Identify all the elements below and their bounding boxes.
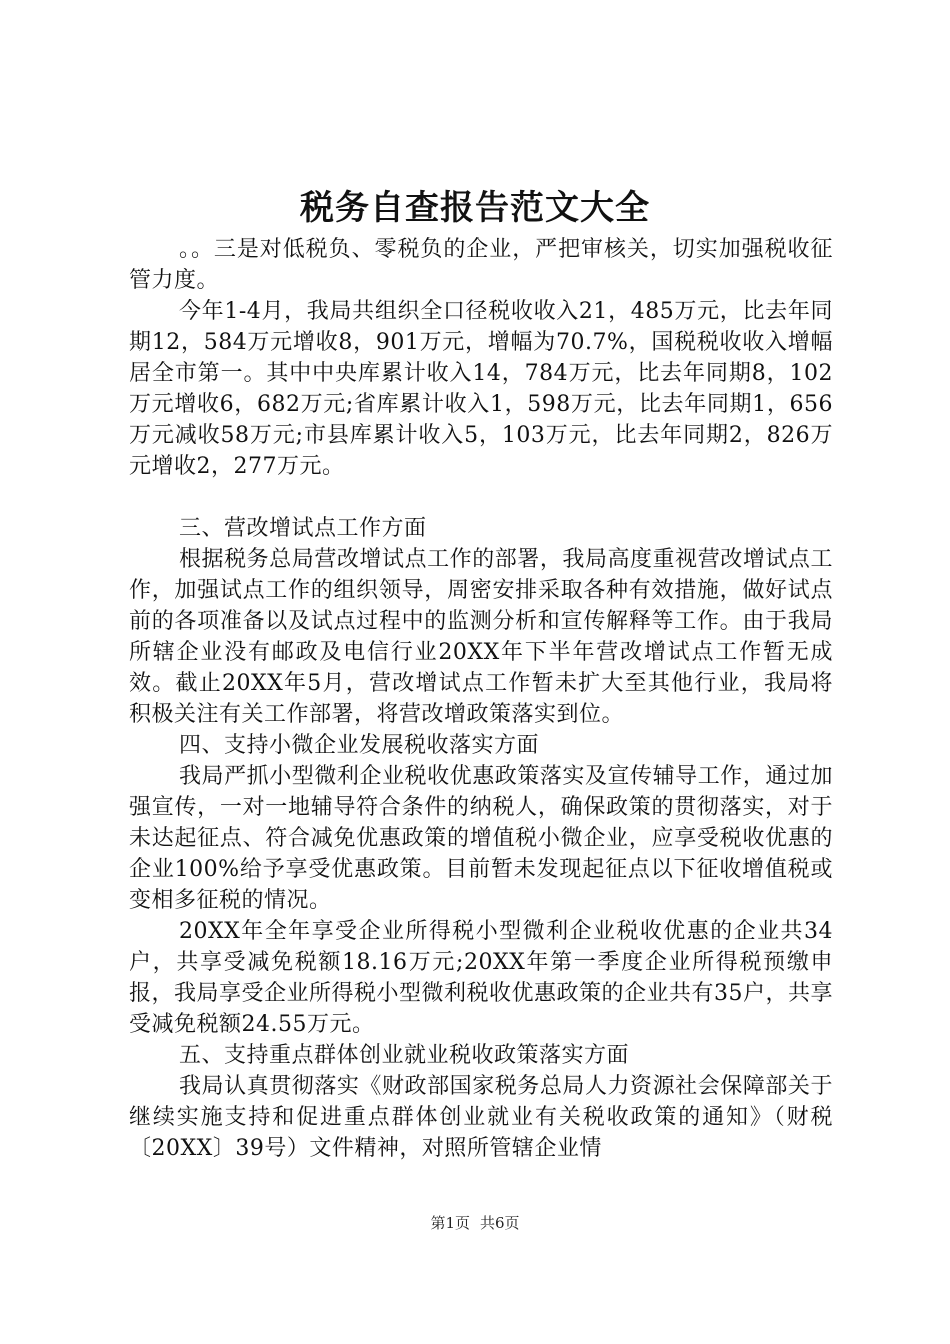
paragraph-small-business-stats: 20XX年全年享受企业所得税小型微利企业税收优惠的企业共34户，共享受减免税额18.16万元;20XX年第一季度企业所得税预缴申报，我局享受企业所得税小型微利税收优惠政策的企业共有35户，共享受减免税额24.55万元。 <box>129 919 833 1037</box>
paragraph-vat-reform: 根据税务总局营改增试点工作的部署，我局高度重视营改增试点工作，加强试点工作的组织领导，周密安排采取各种有效措施，做好试点前的各项准备以及试点过程中的监测分析和宣传解释等工作。由于我局所辖企业没有邮政及电信行业20XX年下半年营改增试点工作暂无成效。截止20XX年5月，营改增试点工作暂未扩大至其他行业，我局将积极关注有关工作部署，将营改增政策落实到位。 <box>129 547 833 727</box>
page-footer <box>0 1213 950 1233</box>
section-heading-small-business: 四、支持小微企业发展税收落实方面 <box>179 733 540 758</box>
page-number: 第1页 <box>430 1214 470 1232</box>
section-heading-employment: 五、支持重点群体创业就业税收政策落实方面 <box>179 1043 630 1068</box>
paragraph-small-business: 我局严抓小型微利企业税收优惠政策落实及宣传辅导工作，通过加强宣传，一对一地辅导符合条件的纳税人，确保政策的贯彻落实，对于未达起征点、符合减免优惠政策的增值税小微企业，应享受税收优惠的企业100%给予享受优惠政策。目前暂未发现起征点以下征收增值税或变相多征税的情况。 <box>129 764 833 913</box>
paragraph-employment: 我局认真贯彻落实《财政部国家税务总局人力资源社会保障部关于继续实施支持和促进重点群体创业就业有关税收政策的通知》（财税〔20XX〕39号）文件精神，对照所管辖企业情 <box>129 1074 833 1161</box>
document-body <box>129 234 833 1164</box>
section-heading-vat-reform: 三、营改增试点工作方面 <box>179 516 427 541</box>
paragraph-revenue: 今年1-4月，我局共组织全口径税收收入21，485万元，比去年同期12，584万元增收8，901万元，增幅为70.7%，国税税收收入增幅居全市第一。其中中央库累计收入14，784万元，比去年同期8，102万元增收6，682万元;省库累计收入1，598万元，比去年同期1，656万元减收58万元;市县库累计收入5，103万元，比去年同期2，826万元增收2，277万元。 <box>129 299 833 479</box>
page-total: 共6页 <box>480 1214 520 1232</box>
document-title: 税务自查报告范文大全 <box>300 188 650 228</box>
paragraph-intro: 。。三是对低税负、零税负的企业，严把审核关，切实加强税收征管力度。 <box>129 237 833 293</box>
paragraph-spacer <box>129 482 833 513</box>
